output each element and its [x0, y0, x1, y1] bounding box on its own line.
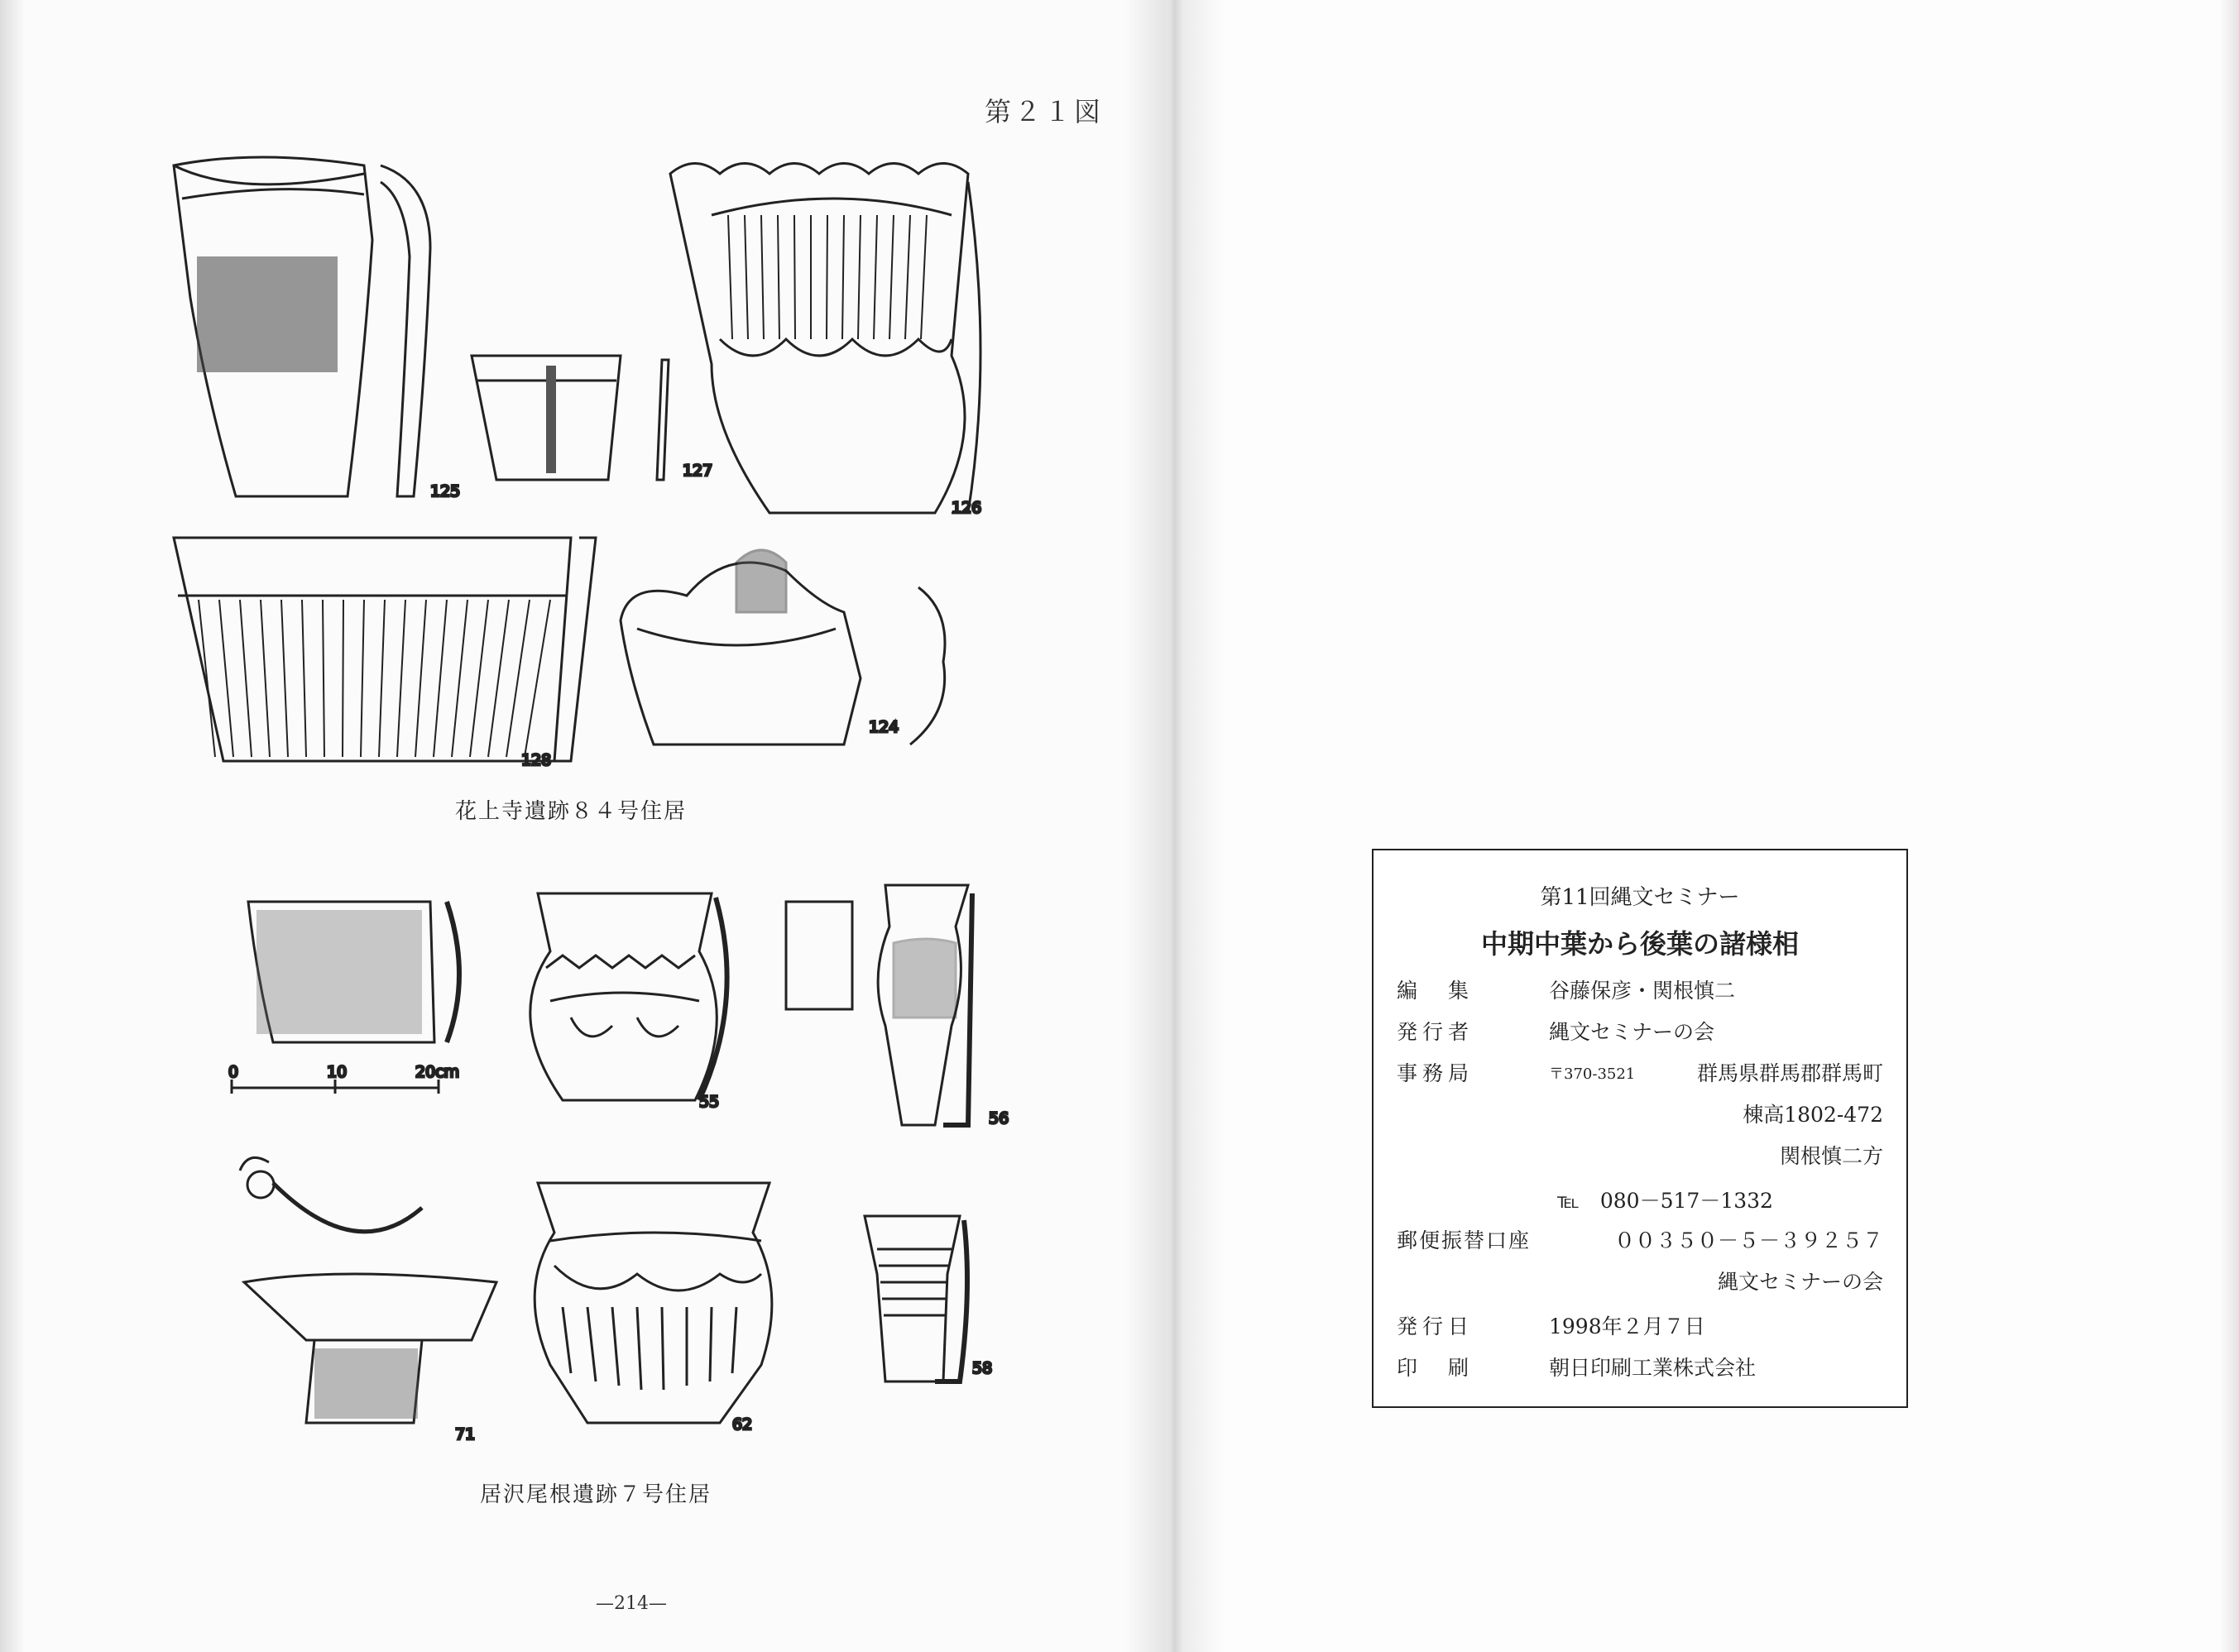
scale-label-20cm: 20cm [415, 1063, 460, 1081]
figure-number-127: 127 [683, 462, 713, 480]
printer-label: 印 刷 [1397, 1356, 1474, 1380]
editor-label: 編 集 [1397, 979, 1474, 1003]
scale-label-10: 10 [327, 1063, 348, 1081]
pottery-71 [240, 1157, 496, 1444]
scale-label-0: 0 [228, 1063, 239, 1081]
editor-value: 谷藤保彦・関根慎二 [1549, 979, 1736, 1003]
account-label: 郵便振替口座 [1397, 1228, 1532, 1252]
pottery-fragment-left [248, 902, 459, 1042]
printer-value: 朝日印刷工業株式会社 [1549, 1356, 1757, 1380]
caption-izawaone: 居沢尾根遺跡７号住居 [480, 1482, 712, 1507]
figure-number-124: 124 [869, 718, 899, 736]
figure-number-125: 125 [430, 482, 461, 500]
pottery-drawings-upper [157, 149, 1034, 778]
date-value: 1998年２月７日 [1549, 1314, 1705, 1338]
pottery-58 [865, 1216, 992, 1381]
colophon-series: 第11回縄文セミナー [1540, 885, 1740, 910]
pottery-127 [472, 356, 712, 480]
pottery-128 [174, 538, 596, 769]
page-edge-shadow [0, 0, 25, 1652]
pottery-56 [786, 885, 1009, 1128]
caption-hanajoji: 花上寺遺跡８４号住居 [455, 799, 688, 824]
pottery-126 [670, 164, 981, 518]
figure-number-128: 128 [521, 751, 552, 769]
office-postal: 〒370-3521 [1549, 1065, 1636, 1083]
figure-number-62: 62 [732, 1415, 753, 1434]
colophon-title: 中期中葉から後葉の諸様相 [1480, 928, 1799, 960]
publisher-value: 縄文セミナーの会 [1549, 1020, 1715, 1044]
office-label: 事務局 [1397, 1061, 1474, 1085]
account-holder: 縄文セミナーの会 [1717, 1270, 1883, 1294]
figure-number-126: 126 [952, 499, 982, 517]
office-address-3: 関根慎二方 [1779, 1144, 1883, 1168]
scale-bar [228, 1063, 459, 1094]
office-address-1: 群馬県群馬郡群馬町 [1696, 1061, 1883, 1085]
colophon-box [1372, 849, 1908, 1408]
office-tel: ℡ 080－517－1332 [1557, 1189, 1773, 1213]
page-number: —214— [596, 1593, 667, 1614]
office-address-2: 棟高1802-472 [1743, 1103, 1883, 1127]
pottery-55 [530, 893, 727, 1111]
figure-number-71: 71 [455, 1425, 476, 1444]
figure-number-55: 55 [699, 1093, 720, 1111]
figure-label: 第２１図 [985, 96, 1105, 127]
account-value: ００３５０－５－３９２５７ [1613, 1228, 1883, 1252]
figure-number-58: 58 [972, 1359, 993, 1377]
page-edge-shadow-right [2219, 0, 2239, 1652]
figure-number-56: 56 [989, 1109, 1009, 1128]
date-label: 発行日 [1397, 1314, 1474, 1338]
pottery-62 [535, 1183, 772, 1434]
pottery-drawings-lower [223, 877, 1034, 1456]
book-gutter [1125, 0, 1225, 1652]
pottery-125 [174, 157, 460, 500]
pottery-124 [621, 550, 945, 745]
publisher-label: 発行者 [1397, 1020, 1474, 1044]
